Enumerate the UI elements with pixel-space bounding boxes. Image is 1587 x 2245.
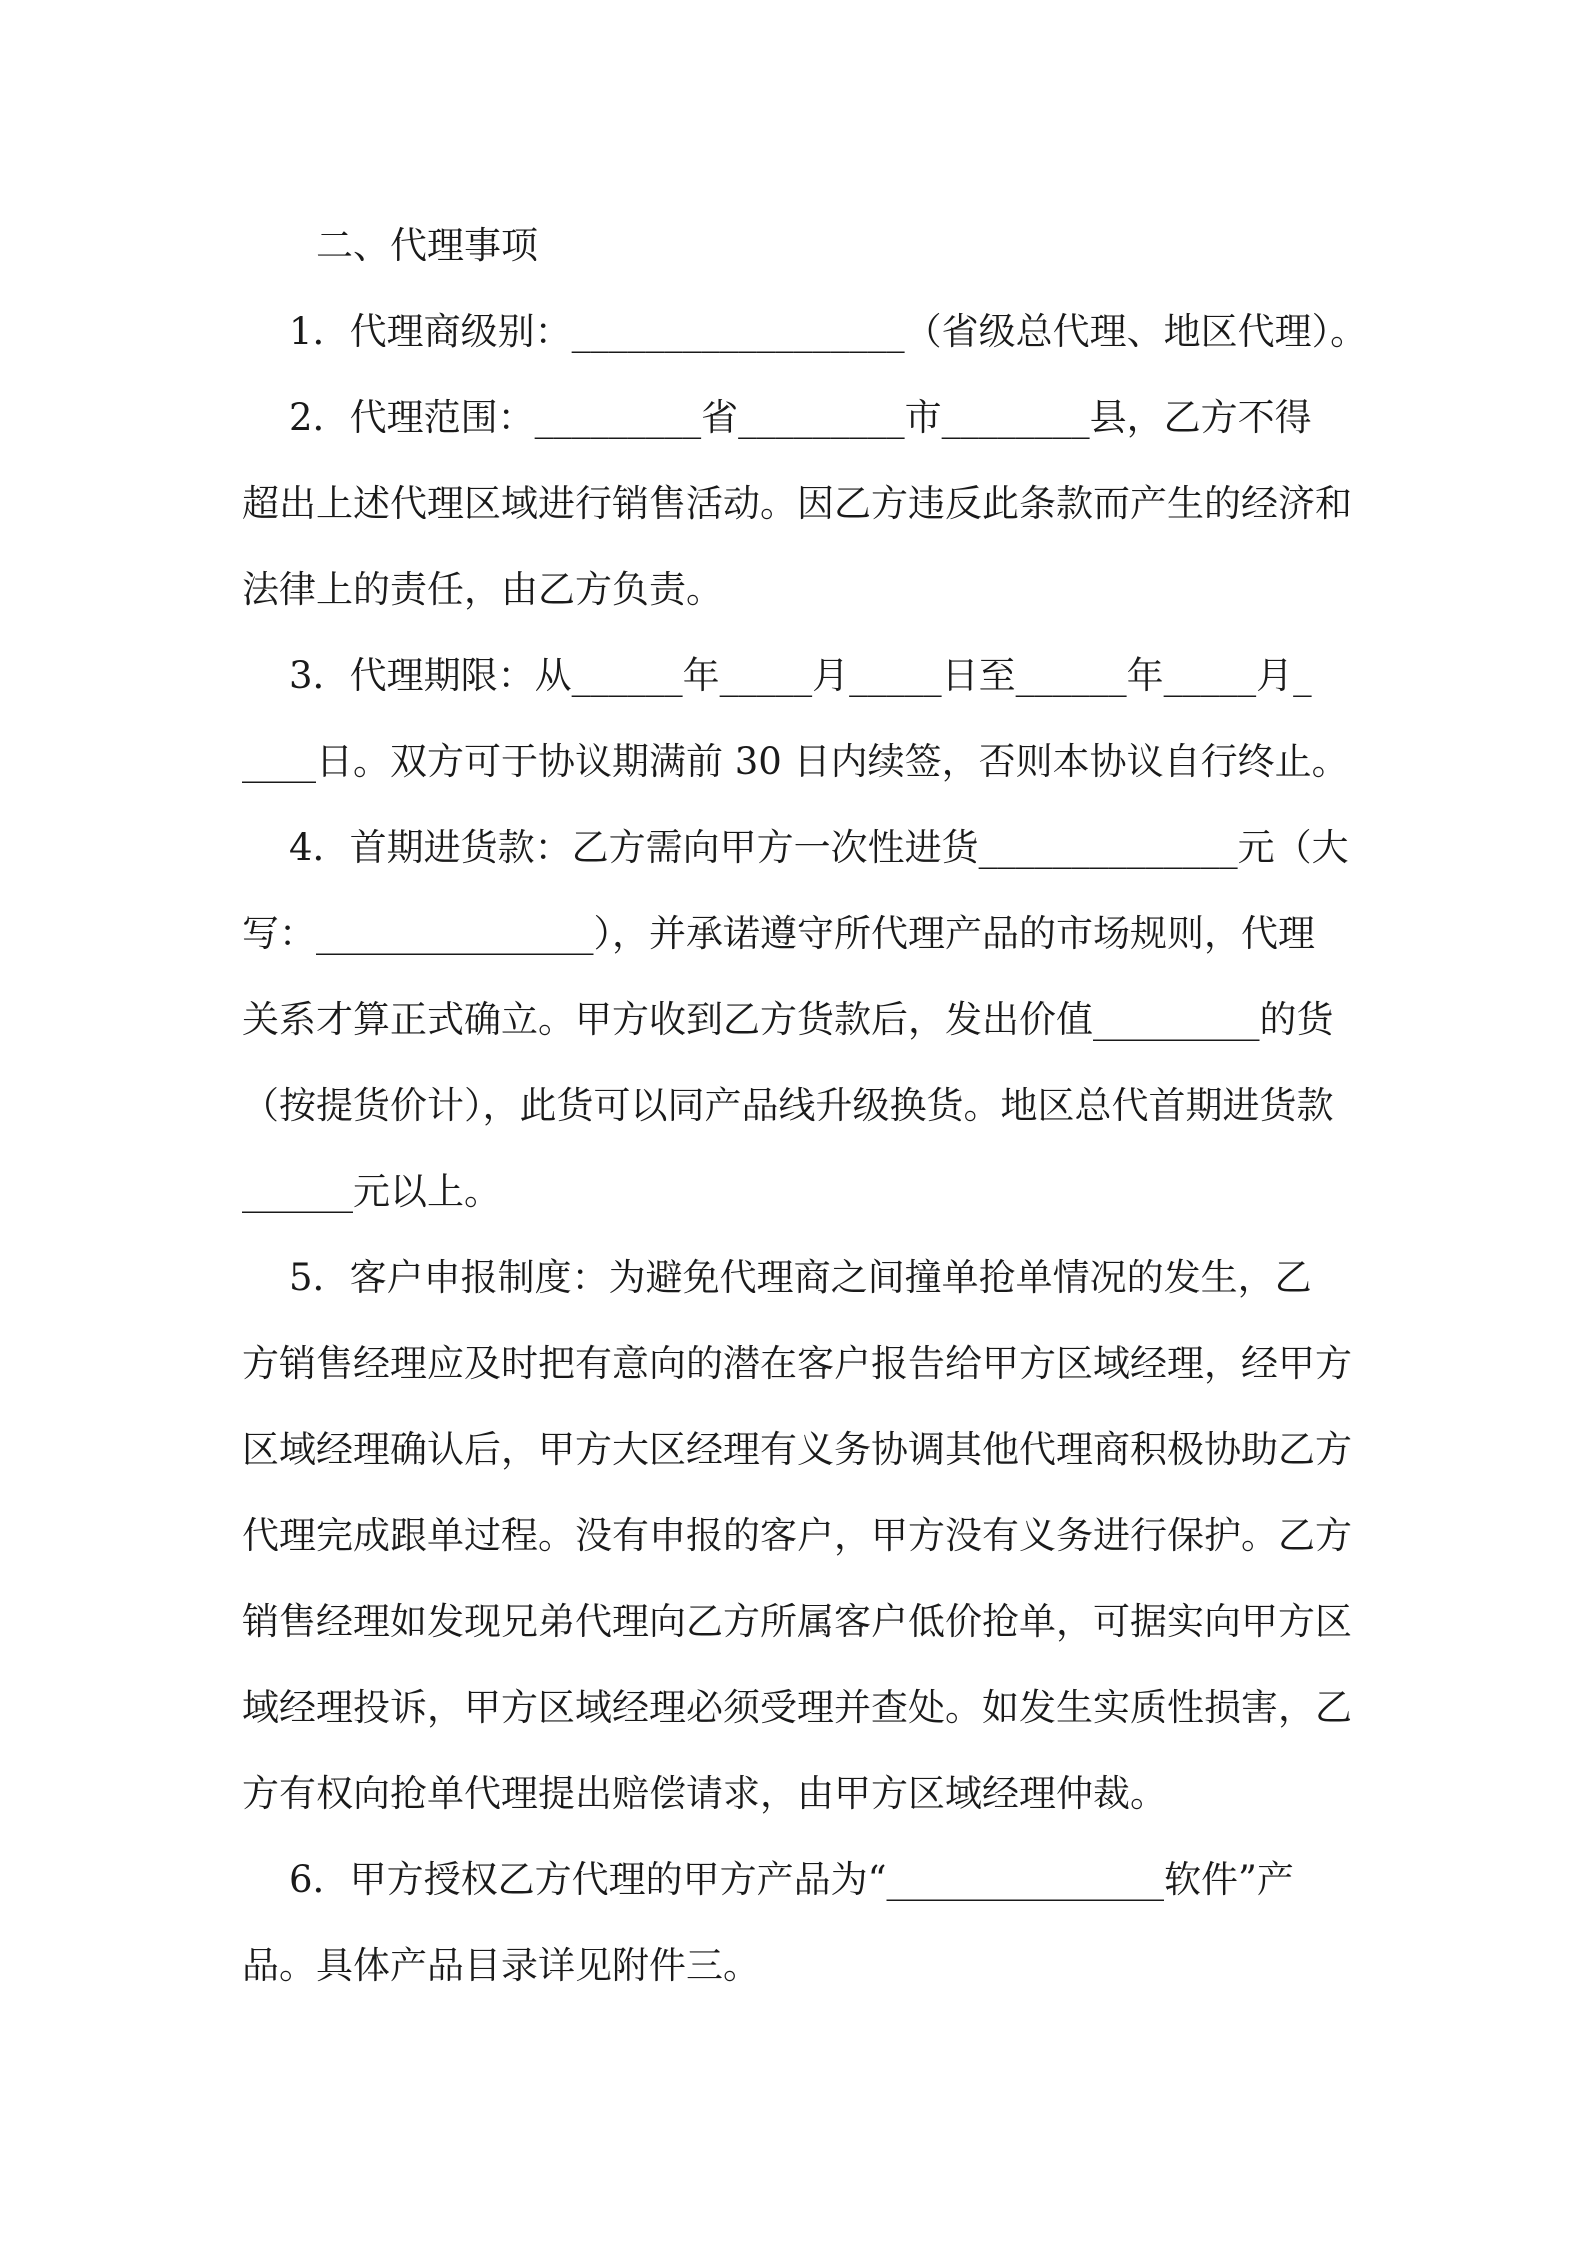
item-4 [242,805,1350,1235]
document-body [242,203,1368,2009]
item-line: 代理完成跟单过程。没有申报的客户，甲方没有义务进行保护。乙方 [242,1514,1352,1557]
item-line: 方有权向抢单代理提出赔偿请求，由甲方区域经理仲裁。 [242,1772,1167,1815]
item-line: 2．代理范围：_________省_________市________县，乙方不得 [242,396,1312,439]
item-5 [242,1235,1350,1837]
item-6 [242,1837,1350,2009]
item-line: 3．代理期限：从______年_____月_____日至______年_____月_ [242,654,1312,697]
item-line: 销售经理如发现兄弟代理向乙方所属客户低价抢单，可据实向甲方区 [242,1600,1352,1643]
item-line: 域经理投诉，甲方区域经理必须受理并查处。如发生实质性损害，乙 [242,1686,1352,1729]
item-line: 超出上述代理区域进行销售活动。因乙方违反此条款而产生的经济和 [242,482,1352,525]
item-line: 法律上的责任，由乙方负责。 [242,568,723,611]
item-line: （按提货价计），此货可以同产品线升级换货。地区总代首期进货款 [242,1084,1334,1127]
item-line: 关系才算正式确立。甲方收到乙方货款后，发出价值_________的货 [242,998,1334,1041]
item-line: 6．甲方授权乙方代理的甲方产品为“_______________软件”产 [242,1858,1294,1901]
item-line: 方销售经理应及时把有意向的潜在客户报告给甲方区域经理，经甲方 [242,1342,1352,1385]
item-line: 区域经理确认后，甲方大区经理有义务协调其他代理商积极协助乙方 [242,1428,1352,1471]
item-1 [242,289,1368,375]
item-line: 5．客户申报制度：为避免代理商之间撞单抢单情况的发生，乙 [242,1256,1312,1299]
item-line: 4．首期进货款：乙方需向甲方一次性进货______________元（大 [242,826,1349,869]
item-line: ______元以上。 [242,1170,501,1213]
item-3 [242,633,1350,805]
item-line: 品。具体产品目录详见附件三。 [242,1944,760,1987]
section-title [242,203,1350,289]
item-line: 1．代理商级别：__________________（省级总代理、地区代理）。 [242,310,1368,353]
item-line: 写：_______________），并承诺遵守所代理产品的市场规则，代理 [242,912,1315,955]
item-line: ____日。双方可于协议期满前 30 日内续签，否则本协议自行终止。 [242,740,1349,783]
item-2 [242,375,1350,633]
section-title-text: 二、代理事项 [316,224,538,267]
